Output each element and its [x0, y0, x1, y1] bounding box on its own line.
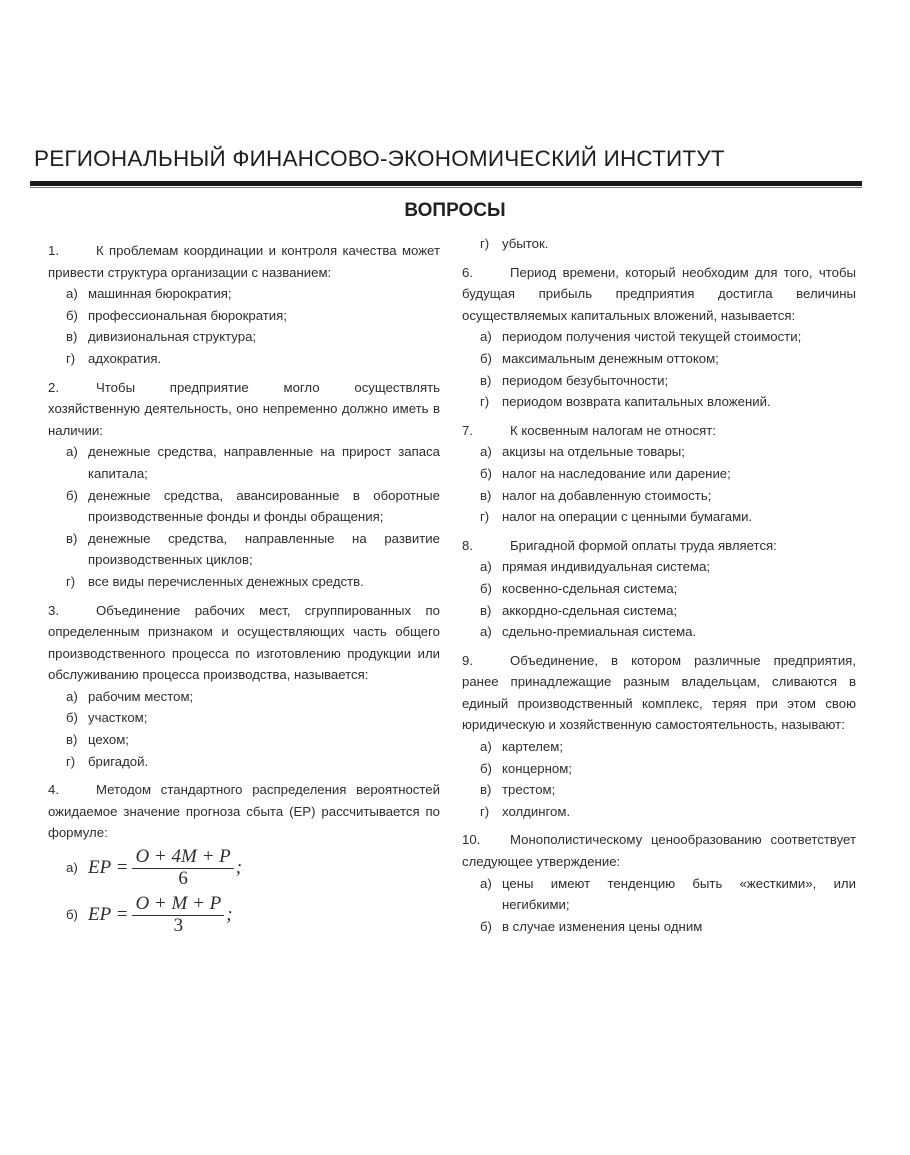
option-text: налог на операции с ценными бумагами. [502, 509, 753, 525]
question-text [462, 262, 856, 327]
formula-lhs: EP = [88, 903, 129, 925]
answer-options [66, 283, 440, 369]
answer-options [66, 441, 440, 592]
left-column [48, 233, 440, 1013]
institute-title: РЕГИОНАЛЬНЫЙ ФИНАНСОВО-ЭКОНОМИЧЕСКИЙ ИНСТИТУТ [34, 146, 725, 171]
option-text: рабочим местом; [88, 688, 194, 704]
answer-option [480, 441, 856, 463]
option-text: картелем; [502, 739, 563, 755]
answer-option [66, 686, 440, 708]
option-label: а) [480, 875, 492, 891]
question-body: Период времени, который необходим для того, чтобы будущая прибыль предприятия достигла величины осуществляемых капитальных вложений, называется: [462, 264, 856, 323]
option-text: периодом безубыточности; [502, 372, 669, 388]
option-text: профессиональная бюрократия; [88, 307, 287, 323]
option-label: а) [480, 739, 492, 755]
answer-options [480, 326, 856, 412]
answer-option [480, 600, 856, 622]
option-label: а) [480, 329, 492, 345]
option-text: денежные средства, направленные на развитие производственных циклов; [88, 530, 440, 568]
right-column [462, 233, 856, 1033]
answer-option [66, 485, 440, 528]
fraction [132, 846, 233, 889]
answer-option [66, 283, 440, 305]
formula-lhs: EP = [88, 856, 129, 878]
numerator: O + 4M + P [132, 846, 233, 869]
answer-option [480, 621, 856, 643]
option-text: прямая индивидуальная система; [502, 559, 711, 575]
question-body: Методом стандартного распределения вероятностей ожидаемое значение прогноза сбыта (EP) рассчитывается по формуле: [48, 782, 440, 841]
answer-option [480, 758, 856, 780]
answer-option [480, 506, 856, 528]
answer-option [66, 348, 440, 370]
option-text: участком; [88, 710, 148, 726]
option-text: налог на добавленную стоимость; [502, 487, 712, 503]
option-text: все виды перечисленных денежных средств. [88, 573, 364, 589]
option-label: в) [66, 329, 78, 345]
answer-option [480, 556, 856, 578]
question-block [462, 535, 856, 643]
question-body: К проблемам координации и контроля качества может привести структура организации с названием: [48, 243, 440, 280]
option-label: г) [66, 753, 76, 769]
option-label: а) [66, 859, 78, 875]
option-text: машинная бюрократия; [88, 286, 232, 302]
answer-option [480, 801, 856, 823]
option-label: б) [480, 760, 492, 776]
option-text: периодом получения чистой текущей стоимости; [502, 329, 802, 345]
option-text: денежные средства, авансированные в оборотные производственные фонды и фонды обращения; [88, 487, 440, 525]
option-text: адхократия. [88, 350, 162, 366]
denominator: 6 [178, 868, 188, 890]
question-number: 9. [462, 652, 473, 668]
option-text: бригадой. [88, 753, 149, 769]
question-number: 4. [48, 782, 59, 798]
answer-option [480, 779, 856, 801]
option-label: б) [480, 465, 492, 481]
answer-options [480, 736, 856, 822]
question-text [462, 420, 856, 442]
question-body: Монополистическому ценообразованию соответствует следующее утверждение: [462, 832, 856, 870]
question-text [48, 600, 440, 686]
answer-option [66, 326, 440, 348]
answer-option [66, 571, 440, 593]
option-text: акцизы на отдельные товары; [502, 444, 685, 460]
option-text: налог на наследование или дарение; [502, 465, 731, 481]
answer-option [66, 729, 440, 751]
question-body: Бригадной формой оплаты труда является: [510, 537, 777, 553]
question-body: Чтобы предприятие могло осуществлять хозяйственную деятельность, оно непременно должно иметь в наличии: [48, 379, 440, 438]
option-text: трестом; [502, 782, 556, 798]
answer-options [480, 441, 856, 527]
denominator: 3 [173, 915, 184, 937]
formula [88, 893, 233, 936]
option-label: а) [480, 624, 492, 640]
answer-options [66, 846, 440, 936]
fraction [132, 893, 224, 936]
answer-option [480, 463, 856, 485]
option-label: а) [66, 286, 78, 302]
header-rule-thin [30, 187, 862, 188]
option-label: в) [66, 732, 78, 748]
option-text: цехом; [88, 732, 129, 748]
question-number: 6. [462, 264, 473, 280]
answer-option [480, 326, 856, 348]
option-label: г) [480, 394, 490, 410]
question-text [462, 829, 856, 872]
question-body: Объединение рабочих мест, сгруппированных по определенным признаком и осуществляющих часть общего производственного процесса по изготовлению продукции или обслуживанию процесса производства, называется: [48, 602, 440, 683]
formula-end: ; [235, 856, 243, 878]
question-block [48, 779, 440, 936]
answer-options [480, 556, 856, 642]
question-block [48, 240, 440, 370]
question-text [462, 650, 856, 736]
question-number: 10. [462, 832, 481, 848]
option-label: б) [480, 580, 492, 596]
formula-option [66, 893, 440, 936]
answer-options [480, 233, 856, 255]
option-label: а) [480, 444, 492, 460]
option-text: денежные средства, направленные на прирост запаса капитала; [88, 444, 440, 481]
option-label: в) [480, 372, 492, 388]
option-text: концерном; [502, 760, 572, 776]
answer-options [480, 873, 856, 938]
question-number: 1. [48, 243, 59, 258]
option-text: максимальным денежным оттоком; [502, 350, 719, 366]
question-number: 8. [462, 537, 473, 553]
option-text: холдингом. [502, 803, 571, 819]
option-text: убыток. [502, 236, 549, 251]
question-text [48, 779, 440, 844]
answer-option [480, 348, 856, 370]
section-heading: ВОПРОСЫ [404, 200, 506, 221]
option-label: а) [66, 444, 78, 460]
option-label: б) [66, 307, 78, 323]
option-text: сдельно-премиальная система. [502, 624, 697, 640]
answer-option [480, 578, 856, 600]
answer-option [66, 751, 440, 773]
answer-options [66, 686, 440, 772]
option-label: б) [66, 906, 78, 922]
question-body: К косвенным налогам не относят: [510, 422, 716, 438]
answer-option [480, 916, 856, 938]
question-block [48, 600, 440, 773]
question-number: 3. [48, 602, 59, 618]
option-label: в) [66, 530, 78, 546]
answer-option [480, 485, 856, 507]
option-text: периодом возврата капитальных вложений. [502, 394, 771, 410]
question-number: 2. [48, 379, 59, 395]
option-label: б) [480, 918, 492, 934]
answer-option [66, 528, 440, 571]
option-text: цены имеют тенденцию быть «жесткими», или негибкими; [502, 875, 856, 913]
question-body: Объединение, в котором различные предприятия, ранее принадлежащие разным владельцам, сливаются в единый производственный комплекс, теряя при этом свою юридическую и хозяйственную самостоятельность, называют: [462, 652, 856, 733]
option-text: аккордно-сдельная система; [502, 602, 678, 618]
answer-option [480, 233, 856, 255]
answer-option [480, 391, 856, 413]
answer-option [66, 441, 440, 484]
option-label: а) [66, 688, 78, 704]
option-label: в) [480, 602, 492, 618]
option-label: а) [480, 559, 492, 575]
question-text [462, 535, 856, 557]
question-number: 7. [462, 422, 473, 438]
answer-option [66, 707, 440, 729]
formula-end: ; [226, 903, 233, 925]
question-block [48, 377, 440, 593]
question-text [48, 377, 440, 442]
option-label: г) [480, 509, 490, 525]
question-block [462, 650, 856, 823]
option-label: б) [66, 487, 78, 503]
option-label: г) [66, 573, 76, 589]
option-label: г) [480, 236, 490, 251]
question-block [462, 829, 856, 937]
option-label: г) [66, 350, 76, 366]
answer-option [480, 370, 856, 392]
answer-option [66, 305, 440, 327]
option-label: б) [66, 710, 78, 726]
option-text: косвенно-сдельная система; [502, 580, 678, 596]
formula [88, 846, 242, 889]
answer-option [480, 873, 856, 916]
option-text: дивизиональная структура; [88, 329, 257, 345]
question-block [462, 262, 856, 413]
option-label: г) [480, 803, 490, 819]
question-text [48, 240, 440, 283]
header-rule [30, 181, 862, 186]
option-label: в) [480, 782, 492, 798]
answer-option [480, 736, 856, 758]
numerator: O + M + P [132, 893, 224, 916]
formula-option [66, 846, 440, 889]
question-block [462, 233, 856, 255]
option-label: б) [480, 350, 492, 366]
question-block [462, 420, 856, 528]
option-text: в случае изменения цены одним [502, 918, 703, 934]
option-label: в) [480, 487, 492, 503]
